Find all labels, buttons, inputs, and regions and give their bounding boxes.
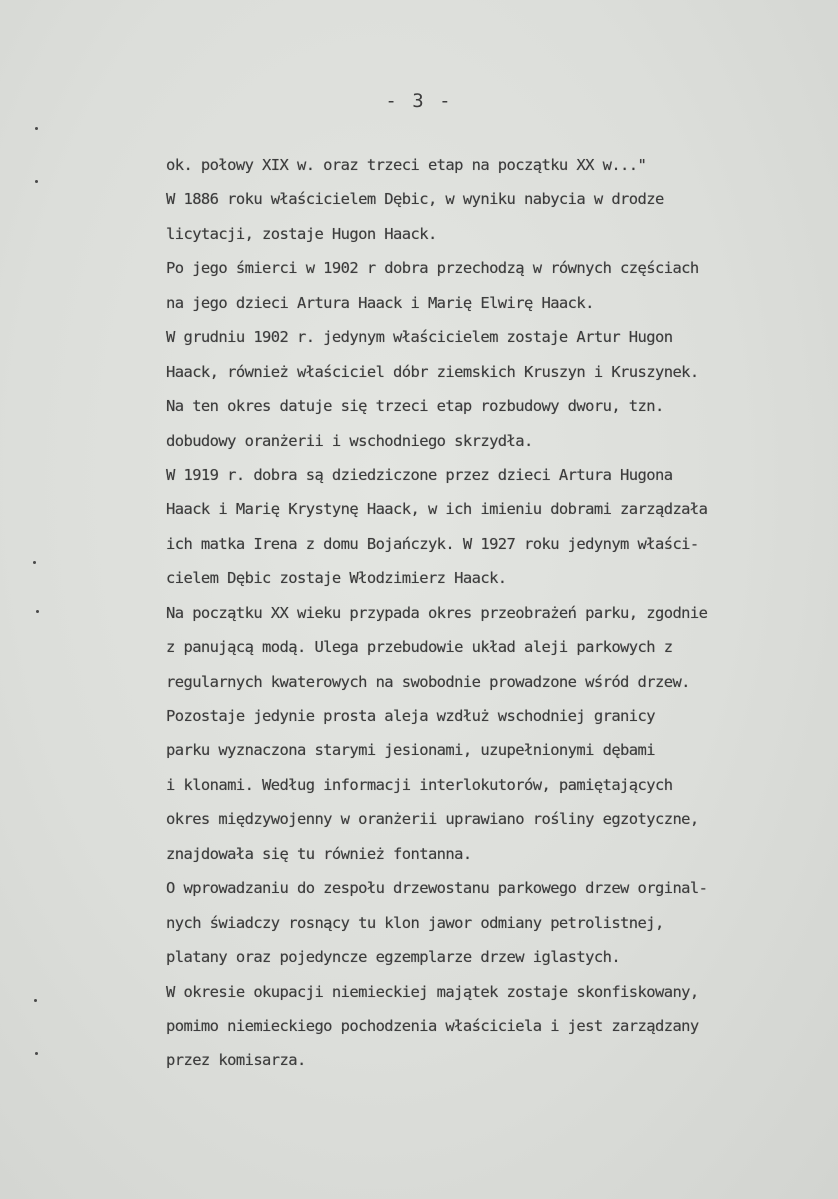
- text-line: Haack i Marię Krystynę Haack, w ich imieniu dobrami zarządzała: [166, 500, 708, 519]
- text-line: okres międzywojenny w oranżerii uprawiano rośliny egzotyczne,: [166, 810, 699, 829]
- text-line: Pozostaje jedynie prosta aleja wzdłuż wschodniej granicy: [166, 707, 655, 725]
- margin-mark: [33, 561, 36, 564]
- page-number: - 3 -: [385, 90, 453, 112]
- text-line: cielem Dębic zostaje Włodzimierz Haack.: [166, 569, 507, 588]
- text-line: parku wyznaczona starymi jesionami, uzupełnionymi dębami: [166, 741, 655, 760]
- text-line: Po jego śmierci w 1902 r dobra przechodzą w równych częściach: [166, 259, 699, 278]
- text-line: Haack, również właściciel dóbr ziemskich Kruszyn i Kruszynek.: [166, 362, 699, 381]
- body-text: [166, 148, 826, 1078]
- text-line: i klonami. Według informacji interlokutorów, pamiętających: [166, 775, 673, 794]
- text-line: platany oraz pojedyncze egzemplarze drzew iglastych.: [166, 948, 621, 967]
- text-line: O wprowadzaniu do zespołu drzewostanu parkowego drzew orginal-: [166, 879, 708, 898]
- margin-mark: [36, 610, 39, 613]
- text-line: W 1919 r. dobra są dziedziczone przez dzieci Artura Hugona: [166, 465, 673, 484]
- margin-mark: [34, 999, 37, 1002]
- text-line: pomimo niemieckiego pochodzenia właściciela i jest zarządzany: [166, 1016, 699, 1035]
- text-line: z panującą modą. Ulega przebudowie układ aleji parkowych z: [166, 638, 673, 657]
- margin-mark: [35, 127, 38, 130]
- text-line: Na początku XX wieku przypada okres przeobrażeń parku, zgodnie: [166, 603, 708, 622]
- text-line: przez komisarza.: [166, 1051, 306, 1070]
- margin-mark: [35, 180, 38, 183]
- text-line: na jego dzieci Artura Haack i Marię Elwirę Haack.: [166, 293, 594, 312]
- text-line: licytacji, zostaje Hugon Haack.: [166, 224, 437, 243]
- text-line: ich matka Irena z domu Bojańczyk. W 1927 roku jedynym właści-: [166, 534, 699, 553]
- text-line: regularnych kwaterowych na swobodnie prowadzone wśród drzew.: [166, 672, 690, 691]
- text-line: W grudniu 1902 r. jedynym właścicielem zostaje Artur Hugon: [166, 328, 673, 347]
- text-line: znajdowała się tu również fontanna.: [166, 844, 472, 863]
- text-line: Na ten okres datuje się trzeci etap rozbudowy dworu, tzn.: [166, 397, 664, 416]
- text-line: W 1886 roku właścicielem Dębic, w wyniku nabycia w drodze: [166, 190, 664, 209]
- text-line: nych świadczy rosnący tu klon jawor odmiany petrolistnej,: [166, 913, 664, 932]
- text-line: dobudowy oranżerii i wschodniego skrzydła.: [166, 431, 533, 450]
- text-line: W okresie okupacji niemieckiej majątek zostaje skonfiskowany,: [166, 982, 699, 1001]
- margin-mark: [35, 1052, 38, 1055]
- text-line: ok. połowy XIX w. oraz trzeci etap na początku XX w...": [166, 156, 647, 174]
